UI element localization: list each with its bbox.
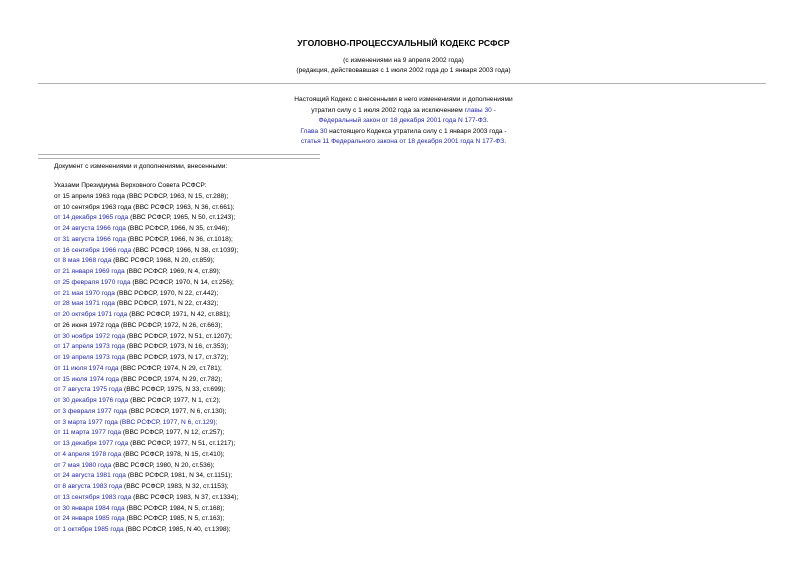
amendment-row <box>54 213 238 224</box>
amendment-date-link[interactable]: от 21 мая 1970 года <box>54 289 115 297</box>
amendment-date-link[interactable]: от 21 января 1969 года <box>54 268 125 275</box>
amendments-list-header: Указами Президиума Верховного Совета РСФСР: <box>54 182 207 189</box>
amendment-date: от 15 апреля 1963 года <box>54 192 125 200</box>
amendment-date-link[interactable]: от 11 марта 1977 года <box>54 429 122 437</box>
amendment-row <box>54 278 238 289</box>
amendment-date-link[interactable]: от 8 августа 1983 года <box>54 483 123 490</box>
amendments-intro: Документ с изменениями и дополнениями, внесенными: <box>54 163 228 170</box>
chapter-30-link[interactable]: главы 30 - <box>464 106 496 114</box>
amendment-source: (ВВС РСФСР, 1965, N 50, ст.1243); <box>128 214 236 222</box>
amendment-date-link[interactable]: от 11 июля 1974 года <box>54 364 119 372</box>
validity-note <box>0 95 807 148</box>
amendment-date-link[interactable]: от 4 апреля 1978 года <box>54 450 122 458</box>
amendment-row <box>54 332 238 343</box>
amendment-source: (ВВС РСФСР, 1966, N 35, ст.946); <box>125 225 230 232</box>
amendment-row <box>54 407 238 418</box>
amendment-date-link[interactable]: от 3 марта 1977 года <box>54 418 118 426</box>
amendment-row <box>54 461 238 472</box>
amendment-date-link[interactable]: от 30 декабря 1976 года <box>54 397 129 404</box>
amendments-list <box>54 181 238 536</box>
amendment-source: (ВВС РСФСР, 1971, N 22, ст.432); <box>114 300 219 308</box>
amendment-source: (ВВС РСФСР, 1977, N 51, ст.1217); <box>128 440 236 447</box>
validity-note-text-2: настоящего Кодекса утратила силу с 1 января 2003 года - <box>327 127 507 135</box>
amendment-date-link[interactable]: от 30 января 1984 года <box>54 504 125 512</box>
amendment-date-link[interactable]: от 1 октября 1985 года <box>54 526 124 533</box>
validity-note-line-4 <box>0 127 807 138</box>
amendment-row <box>54 321 238 332</box>
amendment-date-link[interactable]: от 19 апреля 1973 года <box>54 354 125 361</box>
amendment-source: (ВВС РСФСР, 1970, N 22, ст.442); <box>114 289 219 297</box>
amendment-row <box>54 192 238 203</box>
amendment-source: (ВВС РСФСР, 1973, N 17, ст.372); <box>124 354 229 361</box>
amendment-source: (ВВС РСФСР, 1975, N 33, ст.699); <box>122 386 226 394</box>
amendment-source: (ВВС РСФСР, 1983, N 32, ст.1153); <box>122 483 229 490</box>
amendment-date-link[interactable]: от 24 августа 1981 года <box>54 472 126 480</box>
document-title: УГОЛОВНО-ПРОЦЕССУАЛЬНЫЙ КОДЕКС РСФСР <box>297 38 510 48</box>
validity-note-line-5 <box>0 137 807 148</box>
amendment-source: (ВВС РСФСР, 1968, N 20, ст.859); <box>111 257 215 265</box>
amendment-source: (ВВС РСФСР, 1977, N 12, ст.257); <box>121 429 225 437</box>
federal-law-177-link[interactable]: Федеральный закон от 18 декабря 2001 года N 177-ФЗ. <box>318 117 489 125</box>
amendment-row <box>54 482 238 493</box>
amendment-row <box>54 256 238 267</box>
amendment-row <box>54 342 238 353</box>
amendment-source: (ВВС РСФСР, 1978, N 15, ст.410); <box>121 450 225 458</box>
validity-note-text: утратил силу с 1 июля 2002 года за исключением <box>311 106 465 114</box>
chapter-30-ref-link[interactable]: Глава 30 <box>300 127 328 135</box>
validity-note-line-2 <box>0 106 807 117</box>
amendment-row <box>54 385 238 396</box>
amendment-date-link[interactable]: от 30 ноября 1972 года <box>54 332 125 340</box>
amendment-source: (ВВС РСФСР, 1984, N 5, ст.168); <box>124 504 225 512</box>
amendment-row <box>54 299 238 310</box>
amendment-date-link[interactable]: от 3 февраля 1977 года <box>54 407 127 415</box>
amendment-source: (ВВС РСФСР, 1969, N 4, ст.89); <box>124 268 221 275</box>
amendment-date-link[interactable]: от 13 декабря 1977 года <box>54 440 129 447</box>
amendment-row <box>54 246 238 257</box>
amendment-date-link[interactable]: от 31 августа 1966 года <box>54 235 126 243</box>
amendment-date-link[interactable]: от 17 апреля 1973 года <box>54 343 125 351</box>
amendment-row <box>54 353 238 364</box>
amendment-row <box>54 364 238 375</box>
amendment-row <box>54 493 238 504</box>
amendment-date-link[interactable]: от 20 октября 1971 года <box>54 311 128 318</box>
amendment-source: (ВВС РСФСР, 1977, N 6, ст.130); <box>126 407 227 415</box>
amendment-source: (ВВС РСФСР, 1980, N 20, ст.536); <box>111 461 215 469</box>
document-subtitle-edition: (редакция, действовавшая с 1 июля 2002 года до 1 января 2003 года) <box>296 67 511 74</box>
document-subtitle-revision: (с изменениями на 9 апреля 2002 года) <box>343 57 464 64</box>
amendment-row <box>54 310 238 321</box>
amendment-date: от 26 июня 1972 года <box>54 321 120 329</box>
amendment-date-link[interactable]: от 7 мая 1980 года <box>54 461 112 469</box>
amendment-row <box>54 418 238 429</box>
amendment-row <box>54 504 238 515</box>
amendment-row <box>54 375 238 386</box>
article-11-link[interactable]: статья 11 Федерального закона от 18 декабря 2001 года N 177-ФЗ. <box>300 138 507 146</box>
validity-note-line-1: Настоящий Кодекс с внесенными в него изменениями и дополнениями <box>294 96 513 103</box>
amendment-source: (ВВС РСФСР, 1985, N 40, ст.1398); <box>123 526 231 533</box>
amendment-source: (ВВС РСФСР, 1963, N 36, ст.661); <box>131 203 235 211</box>
amendment-source: (ВВС РСФСР, 1983, N 37, ст.1334); <box>131 493 239 501</box>
amendment-source: (ВВС РСФСР, 1981, N 34, ст.1151); <box>125 472 233 480</box>
amendment-row <box>54 203 238 214</box>
amendment-row <box>54 267 238 278</box>
intro-divider-bottom <box>38 158 320 159</box>
amendment-row <box>54 235 238 246</box>
amendment-row <box>54 396 238 407</box>
amendment-source: (ВВС РСФСР, 1974, N 29, ст.782); <box>119 375 223 383</box>
amendment-date-link[interactable]: от 7 августа 1975 года <box>54 386 123 394</box>
validity-note-line-3 <box>0 116 807 127</box>
amendment-date-link[interactable]: от 24 августа 1966 года <box>54 225 126 232</box>
amendment-date-link[interactable]: от 16 сентября 1966 года <box>54 246 132 254</box>
amendment-source-link[interactable]: (ВВС РСФСР, 1977, N 6, ст.129); <box>117 418 218 426</box>
amendment-source: (ВВС РСФСР, 1974, N 29, ст.781); <box>118 364 222 372</box>
amendment-date-link[interactable]: от 25 февраля 1970 года <box>54 278 131 286</box>
amendment-source: (ВВС РСФСР, 1973, N 16, ст.353); <box>124 343 229 351</box>
amendment-source: (ВВС РСФСР, 1966, N 38, ст.1039); <box>131 246 239 254</box>
amendment-date-link[interactable]: от 8 мая 1968 года <box>54 257 112 265</box>
amendments-rows <box>54 192 238 536</box>
amendment-source: (ВВС РСФСР, 1972, N 26, ст.663); <box>119 321 223 329</box>
amendment-row <box>54 514 238 525</box>
amendment-row <box>54 450 238 461</box>
amendment-date-link[interactable]: от 15 июля 1974 года <box>54 375 120 383</box>
amendment-source: (ВВС РСФСР, 1985, N 5, ст.163); <box>124 515 225 523</box>
amendment-source: (ВВС РСФСР, 1972, N 51, ст.1207); <box>125 332 232 340</box>
amendment-row <box>54 428 238 439</box>
amendment-row <box>54 471 238 482</box>
amendment-row <box>54 439 238 450</box>
header-divider <box>38 83 766 84</box>
amendment-row <box>54 289 238 300</box>
amendment-date: от 10 сентября 1963 года <box>54 203 132 211</box>
amendment-date-link[interactable]: от 24 января 1985 года <box>54 515 125 523</box>
amendment-date-link[interactable]: от 13 сентября 1983 года <box>54 493 132 501</box>
amendment-source: (ВВС РСФСР, 1970, N 14, ст.256); <box>130 278 234 286</box>
amendment-source: (ВВС РСФСР, 1963, N 15, ст.288); <box>124 192 229 200</box>
amendment-date-link[interactable]: от 28 мая 1971 года <box>54 300 115 308</box>
amendment-source: (ВВС РСФСР, 1977, N 1, ст.2); <box>128 397 221 404</box>
intro-divider-top <box>38 154 320 155</box>
amendment-date-link[interactable]: от 14 декабря 1965 года <box>54 214 129 222</box>
amendment-row <box>54 525 238 536</box>
amendment-source: (ВВС РСФСР, 1971, N 42, ст.881); <box>127 311 231 318</box>
amendment-row <box>54 224 238 235</box>
amendment-source: (ВВС РСФСР, 1966, N 36, ст.1018); <box>125 235 233 243</box>
